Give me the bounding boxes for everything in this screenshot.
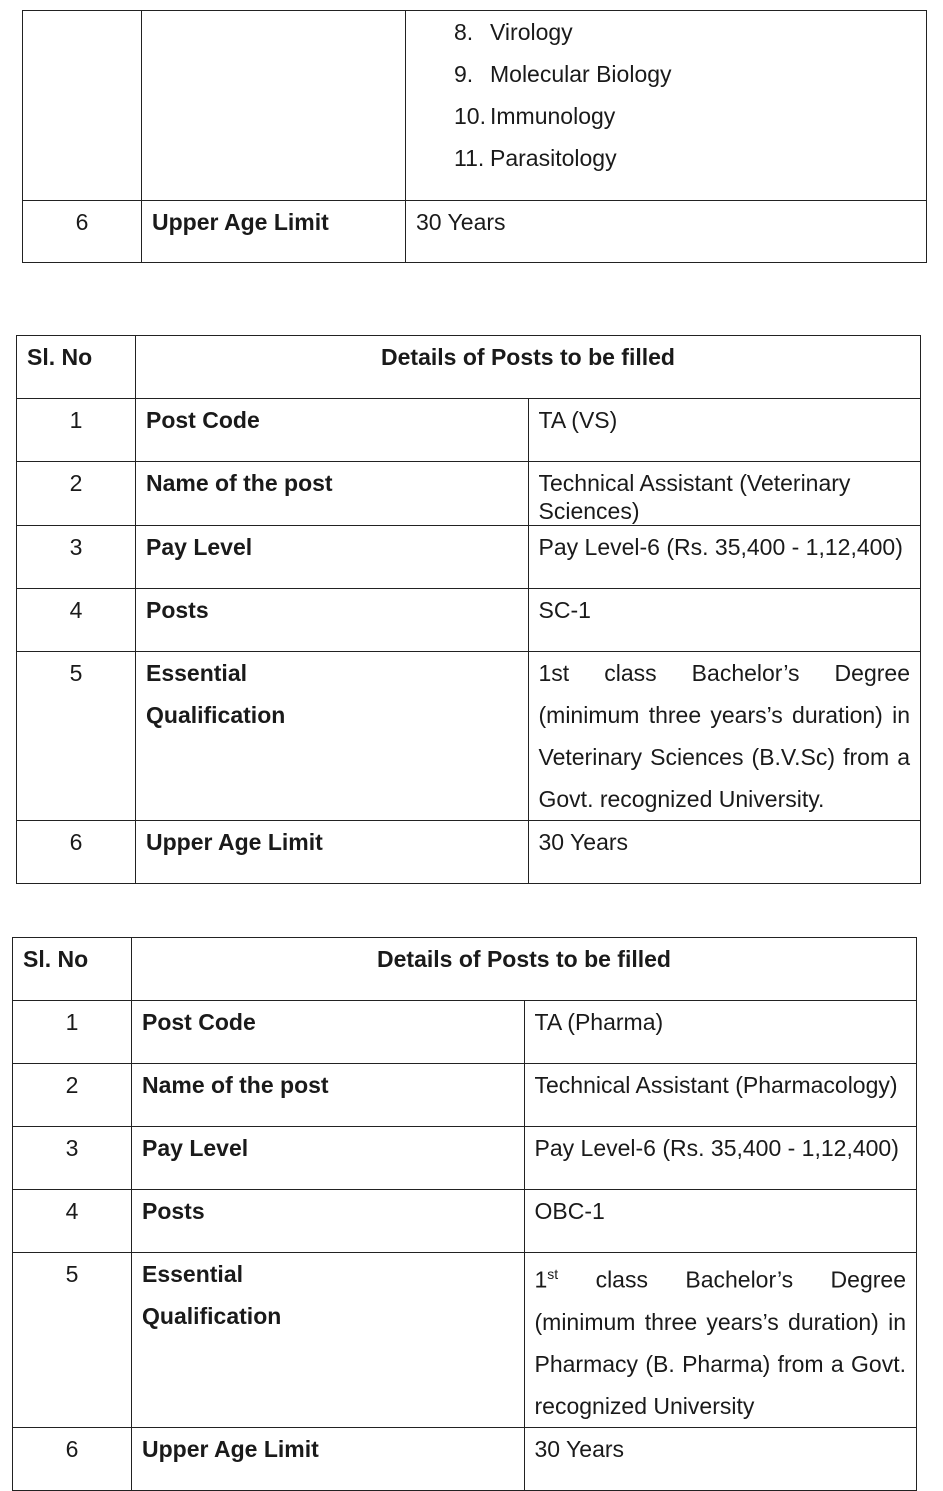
- table-row: [17, 589, 921, 652]
- table-row: [13, 1427, 917, 1490]
- label-cell: Post Code: [136, 399, 529, 462]
- table-row: [17, 821, 921, 884]
- label-cell: Pay Level: [132, 1127, 525, 1190]
- table-row: [17, 462, 921, 526]
- value-cell: TA (VS): [528, 399, 921, 462]
- table-row: [17, 526, 921, 589]
- sl-no-cell: 3: [17, 526, 136, 589]
- value-cell: 30 Years: [528, 821, 921, 884]
- label-line: Qualification: [146, 702, 286, 729]
- label-line: Essential: [142, 1261, 243, 1287]
- sl-no-cell: 5: [17, 652, 136, 821]
- label-cell: Name of the post: [132, 1064, 525, 1127]
- value-cell: 30 Years: [406, 201, 927, 263]
- sl-no-cell: 5: [13, 1253, 132, 1428]
- list-item: 9. Molecular Biology: [454, 61, 672, 87]
- table-row: [23, 201, 927, 263]
- header-sl-no: Sl. No: [13, 938, 132, 1001]
- table-ta-vs: [16, 335, 921, 884]
- sl-no-cell: 1: [17, 399, 136, 462]
- label-cell: [142, 11, 406, 201]
- ordinal-number: 1: [534, 1266, 548, 1293]
- list-item: 8. Virology: [454, 19, 573, 45]
- qualification-text: class Bachelor’s Degree (minimum three years’s duration) in Pharmacy (B. Pharma) from a Govt. recognized University: [534, 1266, 906, 1419]
- table-ta-pharma: [12, 937, 917, 1491]
- sl-no-cell: 6: [23, 201, 142, 263]
- value-cell: Pay Level-6 (Rs. 35,400 - 1,12,400): [524, 1127, 917, 1190]
- value-cell: Technical Assistant (Veterinary Sciences): [528, 462, 921, 526]
- sl-no-cell: 1: [13, 1001, 132, 1064]
- list-item: 10. Immunology: [454, 103, 616, 129]
- label-line: Qualification: [142, 1303, 282, 1329]
- sl-no-cell: 2: [13, 1064, 132, 1127]
- label-cell: Upper Age Limit: [136, 821, 529, 884]
- sl-no-cell: 2: [17, 462, 136, 526]
- qualification-cell: [524, 1253, 917, 1428]
- label-cell: Pay Level: [136, 526, 529, 589]
- label-cell: [136, 652, 529, 821]
- table-row: [13, 1190, 917, 1253]
- label-line: Essential: [146, 660, 247, 687]
- label-cell: Posts: [132, 1190, 525, 1253]
- value-cell: Pay Level-6 (Rs. 35,400 - 1,12,400): [528, 526, 921, 589]
- value-cell: OBC-1: [524, 1190, 917, 1253]
- qualification-cell: 1st class Bachelor’s Degree (minimum three years’s duration) in Veterinary Sciences (B.V.Sc) from a Govt. recognized University.: [528, 652, 921, 821]
- subject-list: [454, 11, 916, 179]
- label-cell: Upper Age Limit: [132, 1427, 525, 1490]
- subjects-cell: [406, 11, 927, 201]
- sl-no-cell: 6: [13, 1427, 132, 1490]
- table-continued: [22, 10, 927, 263]
- header-title: Details of Posts to be filled: [132, 938, 917, 1001]
- table-row: [13, 1064, 917, 1127]
- sl-no-cell: [23, 11, 142, 201]
- value-cell: TA (Pharma): [524, 1001, 917, 1064]
- label-cell: Post Code: [132, 1001, 525, 1064]
- table-header-row: [17, 336, 921, 399]
- sl-no-cell: 4: [13, 1190, 132, 1253]
- table-row: [17, 652, 921, 821]
- table-row: [13, 1253, 917, 1428]
- table-row: [13, 1127, 917, 1190]
- sl-no-cell: 4: [17, 589, 136, 652]
- label-cell: [132, 1253, 525, 1428]
- header-sl-no: Sl. No: [17, 336, 136, 399]
- value-cell: Technical Assistant (Pharmacology): [524, 1064, 917, 1127]
- table-row: [17, 399, 921, 462]
- label-cell: Upper Age Limit: [142, 201, 406, 263]
- ordinal-suffix: st: [547, 1266, 559, 1282]
- value-cell: SC-1: [528, 589, 921, 652]
- label-cell: Name of the post: [136, 462, 529, 526]
- label-cell: Posts: [136, 589, 529, 652]
- table-row: [13, 1001, 917, 1064]
- sl-no-cell: 6: [17, 821, 136, 884]
- list-item: 11. Parasitology: [454, 145, 617, 171]
- header-title: Details of Posts to be filled: [136, 336, 921, 399]
- value-cell: 30 Years: [524, 1427, 917, 1490]
- table-row: [23, 11, 927, 201]
- sl-no-cell: 3: [13, 1127, 132, 1190]
- table-header-row: [13, 938, 917, 1001]
